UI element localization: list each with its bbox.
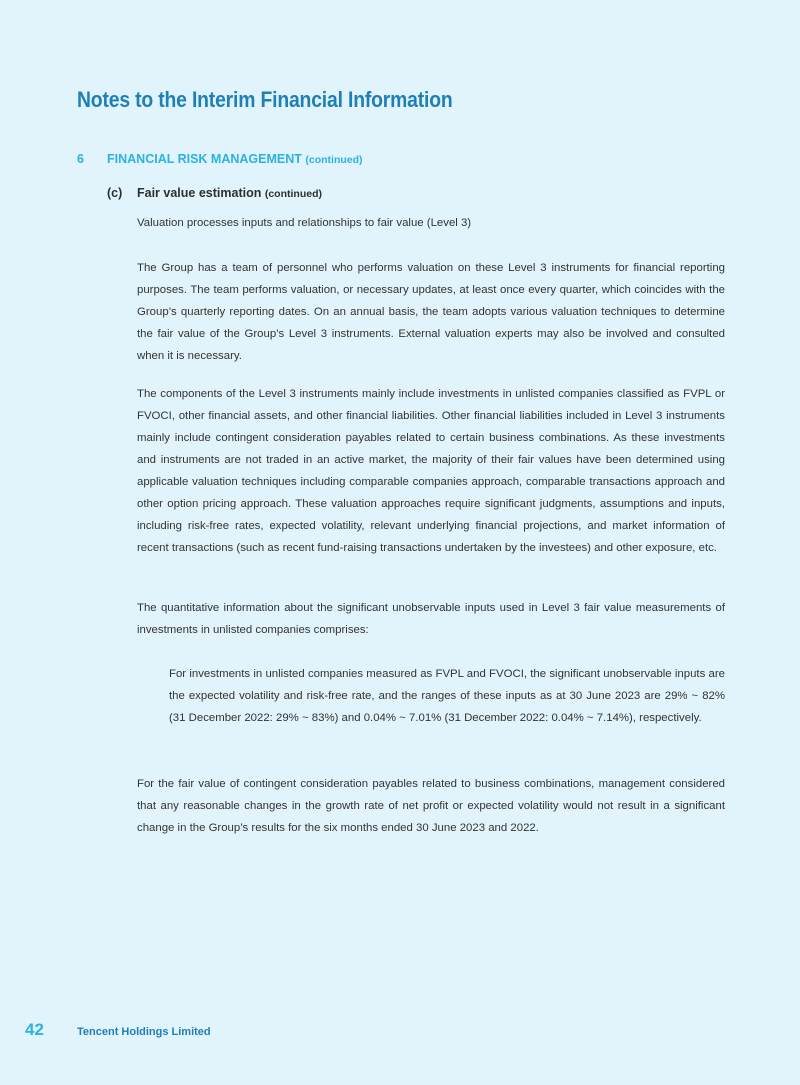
subsection-title: Fair value estimation <box>137 186 262 200</box>
subsection-heading <box>107 186 322 200</box>
footer-company-name: Tencent Holdings Limited <box>77 1026 211 1038</box>
section-heading <box>77 152 363 166</box>
subsection-continued: (continued) <box>264 188 322 200</box>
paragraph-quantitative-info: The quantitative information about the significant unobservable inputs used in Level 3 fair value measurements of investments in unlisted companies comprises: <box>137 602 725 636</box>
paragraph-valuation-processes: Valuation processes inputs and relationships to fair value (Level 3) <box>137 217 472 229</box>
subsection-letter: (c) <box>107 186 123 200</box>
paragraph-valuation-team: The Group has a team of personnel who performs valuation on these Level 3 instruments for financial reporting purposes. The team performs valuation, or necessary updates, at least once every quarter, which coincides with the Group’s quarterly reporting dates. On an annual basis, the team adopts various valuation techniques to determine the fair value of the Group’s Level 3 instruments. External valuation experts may also be involved and consulted when it is necessary. <box>137 262 725 362</box>
section-title: FINANCIAL RISK MANAGEMENT <box>107 152 302 166</box>
section-number: 6 <box>77 152 84 166</box>
paragraph-level3-components: The components of the Level 3 instruments mainly include investments in unlisted companies classified as FVPL or FVOCI, other financial assets, and other financial liabilities. Other financial liabilities included in Level 3 instruments mainly include contingent consideration payables related to certain business combinations. As these investments and instruments are not traded in an active market, the majority of their fair values have been determined using applicable valuation techniques including comparable companies approach, comparable transactions approach and other option pricing approach. These valuation approaches require significant judgments, assumptions and inputs, including risk-free rates, expected volatility, relevant underlying financial projections, and market information of recent transactions (such as recent fund-raising transactions undertaken by the investees) and other exposure, etc. <box>137 388 725 554</box>
page-title: Notes to the Interim Financial Information <box>77 87 453 112</box>
section-continued: (continued) <box>305 154 363 166</box>
paragraph-contingent-consideration: For the fair value of contingent consideration payables related to business combinations, management considered that any reasonable changes in the growth rate of net profit or expected volatility would not result in a significant change in the Group’s results for the six months ended 30 June 2023 and 2022. <box>137 778 725 834</box>
footer-page-number: 42 <box>25 1020 44 1039</box>
paragraph-unlisted-investments: For investments in unlisted companies measured as FVPL and FVOCI, the significant unobservable inputs are the expected volatility and risk-free rate, and the ranges of these inputs as at 30 June 2023 are 29% ~ 82% (31 December 2022: 29% ~ 83%) and 0.04% ~ 7.01% (31 December 2022: 0.04% ~ 7.14%), respectively. <box>169 668 725 724</box>
